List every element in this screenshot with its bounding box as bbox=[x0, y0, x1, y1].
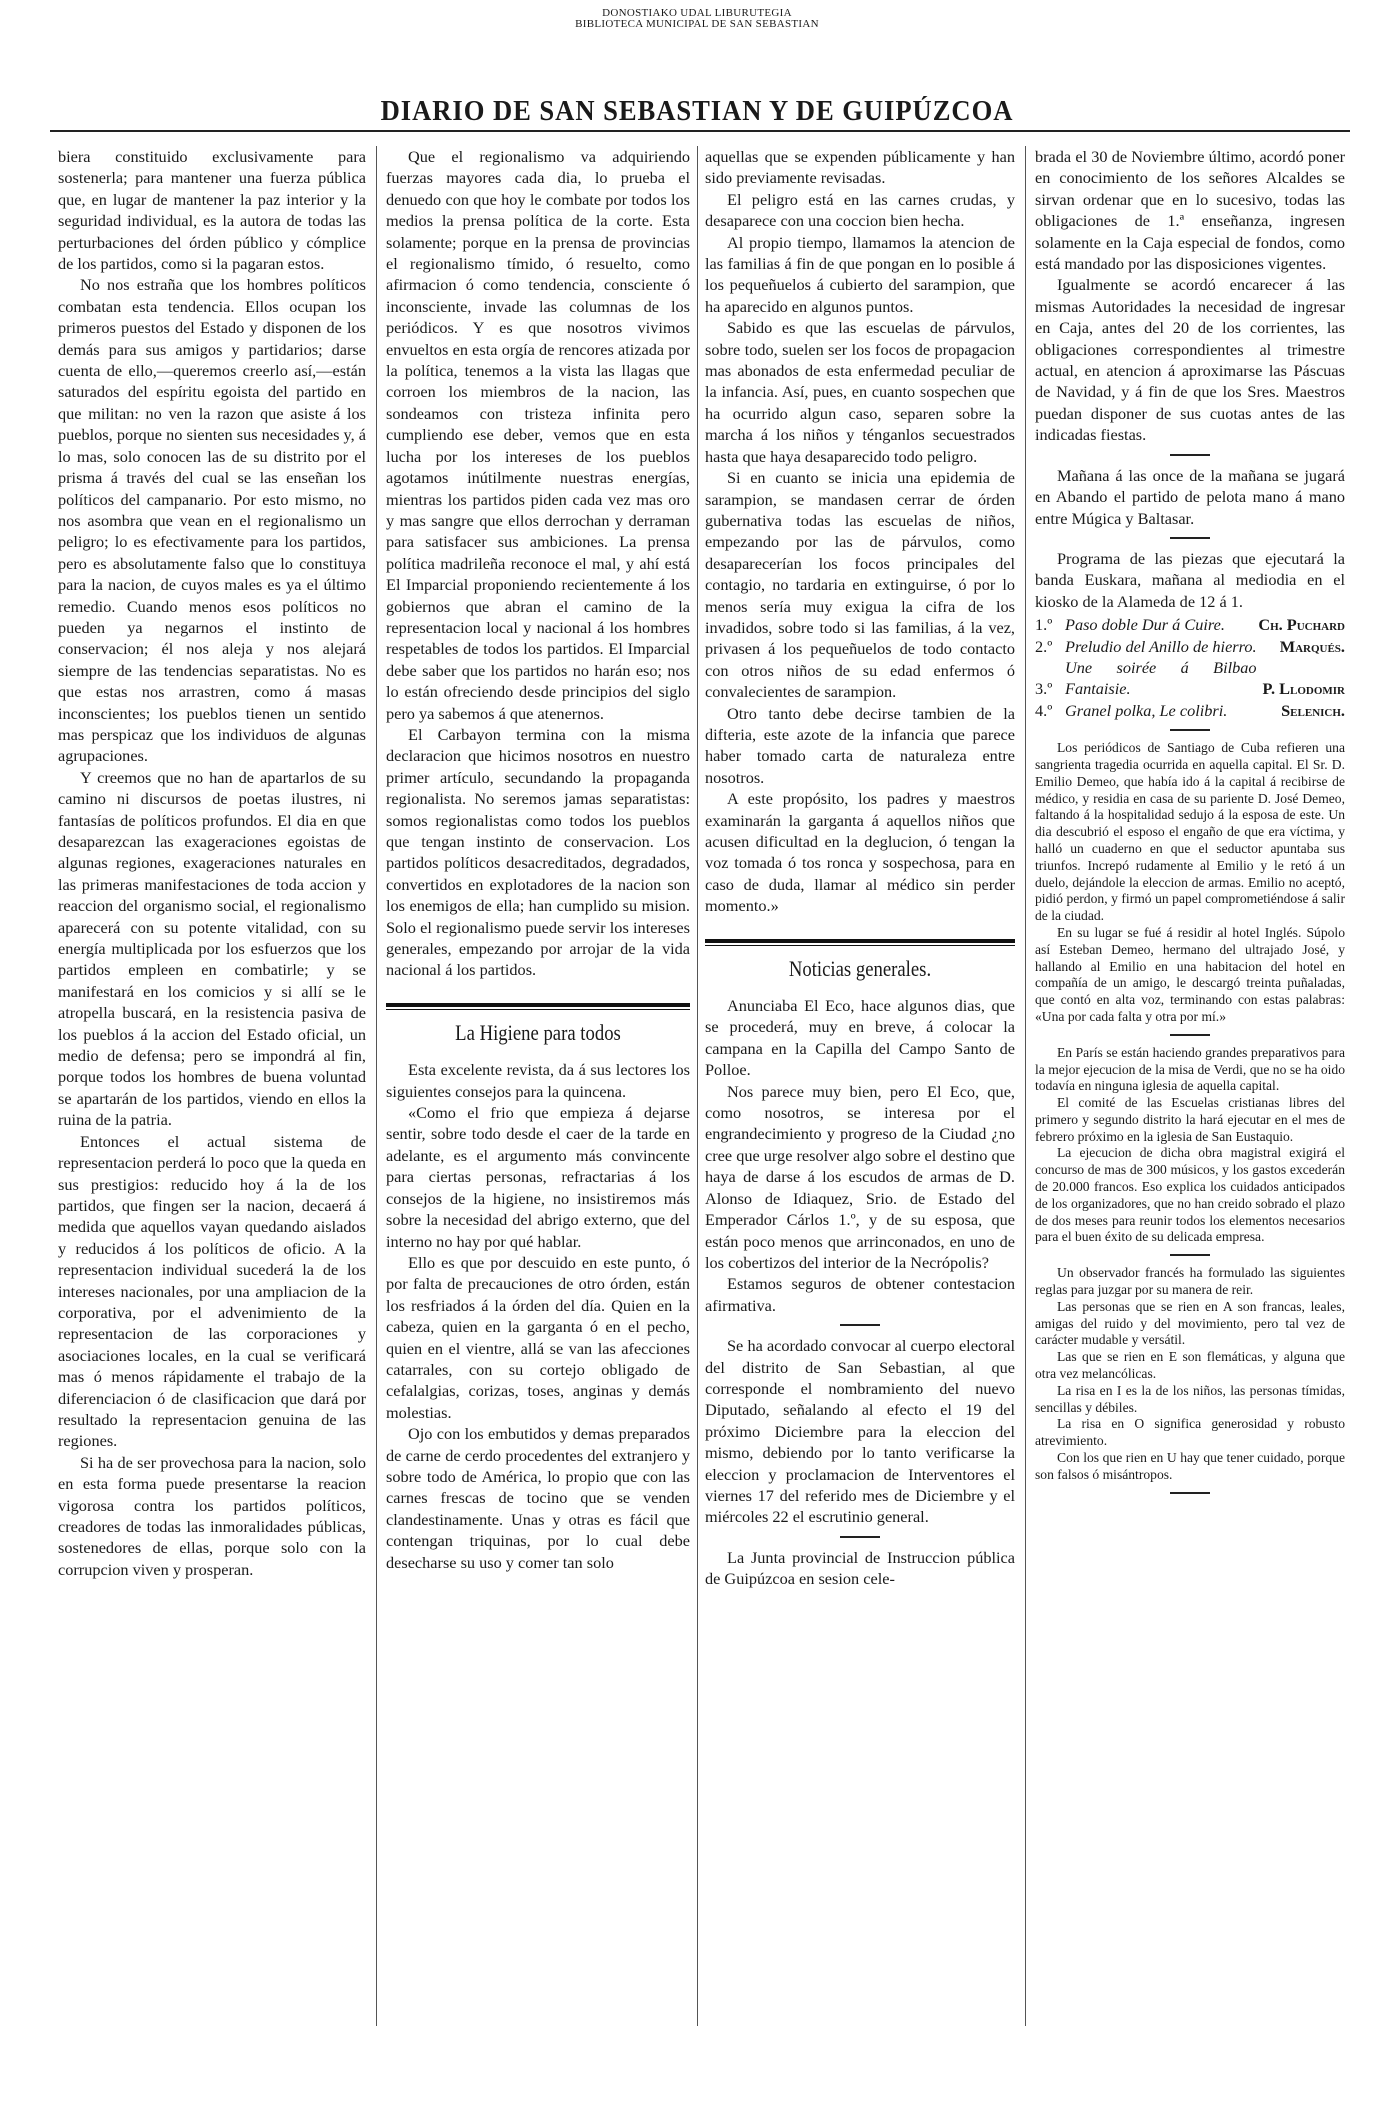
article-paragraph: Si ha de ser provechosa para la nacion, solo en esta forma puede presentarse la reacion vigorosa contra los partidos políticos, creadores de todas las inmoralidades públicas, sostenedores de ellas, porque solo con la corrupcion viven y prosperan. bbox=[58, 1452, 366, 1579]
section-heading: Noticias generales. bbox=[788, 955, 932, 981]
column-divider bbox=[697, 146, 698, 2026]
program-item-composer: Selenich. bbox=[1281, 700, 1345, 720]
article-paragraph: Se ha acordado convocar al cuerpo electoral del distrito de San Sebastian, al que corresponde el nombramiento del nuevo Diputado, señalando al efecto el 19 del próximo Diciembre para la eleccion del mismo, debiendo por lo tanto verificarse la eleccion y proclamacion de Interventores el viernes 17 del referido mes de Diciembre y el miércoles 22 el escrutinio general. bbox=[705, 1336, 1015, 1527]
program-item-title: Preludio del Anillo de hierro. bbox=[1065, 636, 1257, 656]
article-paragraph: Otro tanto debe decirse tambien de la difteria, este azote de la infancia que parece haber tomado carta de naturaleza entre nosotros. bbox=[705, 703, 1015, 787]
article-separator bbox=[840, 1324, 880, 1326]
article-paragraph: Las que se rien en E son flemáticas, y alguna que otra vez melancólicas. bbox=[1035, 1349, 1345, 1382]
article-separator bbox=[1170, 1034, 1210, 1036]
program-item bbox=[1035, 700, 1345, 721]
article-paragraph: Que el regionalismo va adquiriendo fuerzas mayores cada dia, lo prueba el denuedo con que hoy le combate por todos los medios la prensa política de la corte. Esta solamente; porque en la prensa de provincias el regionalismo tímido, ó resuelto, como afirmacion ó como tendencia, consciente ó inconsciente, invade las columnas de los periódicos. Y es que nosotros vivimos envueltos en esta orgía de rencores atizada por la política, tenemos a la vista las llagas que corroen los miembros de la nacion, las sondeamos con tristeza infinita pero cumpliendo ese deber, vemos que en esta lucha por los intereses de los pueblos agotamos inútilmente nuestras energías, mientras los partidos piden cada vez mas oro y mas sangre que ellos derrochan y derraman para satisfacer sus ambiciones. La prensa política madrileña reconoce el mal, y ahí está El Imparcial proponiendo recientemente á los gobiernos que abran el camino de la representacion local y nacional á los hombres respetables de todos los partidos. El Imparcial debe saber que los partidos no harán eso; nos lo están ofreciendo desde principios del siglo pero ya sabemos á que atenernos. bbox=[386, 147, 690, 723]
program-item bbox=[1035, 614, 1345, 635]
article-separator bbox=[840, 1536, 880, 1538]
program-item bbox=[1035, 636, 1345, 657]
library-header bbox=[0, 8, 1394, 30]
program-item bbox=[1035, 657, 1345, 700]
article-paragraph: Sabido es que las escuelas de párvulos, sobre todo, suelen ser los focos de propagacion mas abonados de esta enfermedad peculiar de la infancia. Así, pues, en cuanto sospechen que ha ocurrido algun caso, separen sobre la marcha á los niños y ténganlos secuestrados hasta que haya desaparecido todo peligro. bbox=[705, 318, 1015, 466]
article-paragraph: «Como el frio que empieza á dejarse sentir, sobre todo desde el caer de la tarde en adelante, es el argumento más convincente para ciertas personas, refractarias á los consejos de la higiene, no insistiremos más sobre la necesidad del abrigo externo, que del interno no hay por qué hablar. bbox=[386, 1103, 690, 1251]
program-item-title: Une soirée á Bilbao Fantaisie. bbox=[1065, 657, 1257, 699]
article-paragraph: El comité de las Escuelas cristianas libres del primero y segundo distrito la hará ejecutar en el mes de febrero próximo en la iglesia de San Eustaquio. bbox=[1035, 1095, 1345, 1144]
program-item-number: 1.º bbox=[1035, 615, 1053, 635]
article-separator bbox=[1170, 729, 1210, 731]
article-paragraph: Al propio tiempo, llamamos la atencion de las familias á fin de que pongan en lo posible á los pequeñuelos á cubierto del sarampion, que ha aparecido en algunos puntos. bbox=[705, 232, 1015, 316]
article-paragraph: aquellas que se expenden públicamente y han sido previamente revisadas. bbox=[705, 147, 1015, 188]
article-paragraph: Ojo con los embutidos y demas preparados de carne de cerdo procedentes del extranjero y sobre todo de América, lo propio que con las carnes frescas de tocino que se venden clandestinamente. Unas y otras es fácil que contengan triquinas, por lo cual debe desecharse su uso y comer tan solo bbox=[386, 1424, 690, 1572]
program-item-composer: Marqués. bbox=[1279, 636, 1345, 656]
column-1 bbox=[58, 146, 366, 1580]
newspaper-masthead: DIARIO DE SAN SEBASTIAN Y DE GUIPÚZCOA bbox=[380, 96, 1014, 127]
article-paragraph: No nos estraña que los hombres políticos combatan esta tendencia. Ellos ocupan los primeros puestos del Estado y disponen de los demás para sus amigos y partidarios; darse cuenta de ello,—queremos creerlo así,—están saturados del espíritu egoista del partido en que militan: no ven la razon que asiste á los pueblos, porque no sienten sus necesidades y, á lo mas, solo conocen las de su distrito por el prisma á través del cual se las enseñan los políticos del campanario. Por esto mismo, no nos asombra que vean en el regionalismo un peligro; lo es efectivamente para los partidos, pero es absolutamente falso que lo constituya para la nacion, de cuyos males es ya el último remedio. Cuando menos esos políticos no pueden ya negarnos el instinto de conservacion; él nos aleja y nos alejará siempre de las tendencias separatistas. No es que estas nos arrastren, como á masas inconscientes; los pueblos tienen un sentido mas perspicaz que los individuos de algunas agrupaciones. bbox=[58, 275, 366, 766]
masthead-rule bbox=[50, 130, 1350, 132]
article-paragraph: En su lugar se fué á residir al hotel Inglés. Súpolo así Esteban Demeo, hermano del ultrajado José, y hallando al Emilio en una habitacion del hotel en compañía de un amigo, le descargó treinta puñaladas, que contó en alta voz, terminando con estas palabras: «Una por cada falta y otra por mí.» bbox=[1035, 924, 1345, 1024]
article-paragraph: Un observador francés ha formulado las siguientes reglas para juzgar por su manera de reir. bbox=[1035, 1265, 1345, 1298]
article-paragraph: Estamos seguros de obtener contestacion afirmativa. bbox=[705, 1274, 1015, 1315]
article-paragraph: Los periódicos de Santiago de Cuba refieren una sangrienta tragedia ocurrida en aquella capital. El Sr. D. Emilio Demeo, que había ido á la capital á recibirse de médico, y residia en casa de su pariente D. José Demeo, faltando á la hospitalidad sedujo á la esposa de este. Un dia descubrió el esposo el engaño de que era víctima, y halló un cuaderno en que el seductor apuntaba sus triunfos. Increpó rudamente al Emilio y le retó á un duelo, dejándole la eleccion de armas. Emilio no aceptó, pidió perdon, y firmó un papel comprometiéndose á salir de la ciudad. bbox=[1035, 740, 1345, 924]
program-item-number: 4.º bbox=[1035, 700, 1053, 720]
article-separator bbox=[1170, 1254, 1210, 1256]
section-rule bbox=[705, 939, 1015, 946]
article-paragraph: La risa en O significa generosidad y robusto atrevimiento. bbox=[1035, 1416, 1345, 1449]
program-item-number: 3.º bbox=[1035, 679, 1053, 699]
article-separator bbox=[1170, 454, 1210, 456]
column-4 bbox=[1035, 146, 1345, 1503]
article-paragraph: El peligro está en las carnes crudas, y desaparece con una coccion bien hecha. bbox=[705, 189, 1015, 231]
article-paragraph: Ello es que por descuido en este punto, ó por falta de precauciones de otro órden, están los resfriados á la órden del día. Quien en la cabeza, quien en la garganta ó en el pecho, quien en el vientre, allá se van las afecciones catarrales, con su cortejo obligado de cefalalgias, corizas, toses, anginas y demás molestias. bbox=[386, 1252, 690, 1422]
program-item-title: Paso doble Dur á Cuire. bbox=[1065, 615, 1225, 635]
article-paragraph: A este propósito, los padres y maestros examinarán la garganta á aquellos niños que acusen dificultad en la deglucion, ó tengan la voz tomada ó tos ronca y sospechosa, para en caso de duda, llamar al médico sin perder momento.» bbox=[705, 789, 1015, 916]
article-paragraph: Mañana á las once de la mañana se jugará en Abando el partido de pelota mano á mano entre Múgica y Baltasar. bbox=[1035, 465, 1345, 528]
article-paragraph: Programa de las piezas que ejecutará la banda Euskara, mañana al mediodia en el kiosko de la Alameda de 12 á 1. bbox=[1035, 548, 1345, 611]
program-item-composer: P. Llodomir bbox=[1262, 679, 1345, 699]
article-paragraph: Nos parece muy bien, pero El Eco, que, como nosotros, se interesa por el engrandecimiento y progreso de la Ciudad ¿no cree que urge resolver algo sobre el destino que haya de darse á los escudos de armas de D. Alonso de Idiaquez, Srio. de Estado del Emperador Cárlos 1.º, y de su esposa, que están poco menos que arrinconados, en uno de los cobertizos del interior de la Necrópolis? bbox=[705, 1081, 1015, 1272]
article-paragraph: Las personas que se rien en A son francas, leales, amigas del ruido y del movimiento, pero tal vez de carácter mudable y versátil. bbox=[1035, 1298, 1345, 1348]
program-item-title: Granel polka, Le colibri. bbox=[1065, 700, 1228, 720]
article-paragraph: La risa en I es la de los niños, las personas tímidas, sencillas y débiles. bbox=[1035, 1382, 1345, 1415]
article-paragraph: Si en cuanto se inicia una epidemia de sarampion, se mandasen cerrar de órden gubernativa todas las escuelas de niños, empezando por las de párvulos, como desaparecerían los focos principales del contagio, no tardaria en extinguirse, ó por lo menos sería muy exigua la cifra de los invadidos, sobre todo si las familias, á la vez, privasen á los pequeñuelos de todo contacto con otros niños de su edad enfermos ó convalecientes de sarampion. bbox=[705, 468, 1015, 702]
article-separator bbox=[1170, 537, 1210, 539]
article-paragraph: La Junta provincial de Instruccion pública de Guipúzcoa en sesion cele- bbox=[705, 1547, 1015, 1589]
concert-program bbox=[1035, 614, 1345, 721]
library-header-line: DONOSTIAKO UDAL LIBURUTEGIA bbox=[602, 7, 792, 19]
section-heading: La Higiene para todos bbox=[455, 1019, 621, 1045]
article-paragraph: Igualmente se acordó encarecer á las mismas Autoridades la necesidad de ingresar en Caja, antes del 20 de los corrientes, las obligaciones correspondientes al trimestre actual, en atencion á aproximarse las Páscuas de Navidad, y á fin de que los Sres. Maestros puedan disponer de sus cuotas antes de las indicadas fiestas. bbox=[1035, 275, 1345, 445]
article-paragraph: Y creemos que no han de apartarlos de su camino ni discursos de poetas ilustres, ni fantasías de políticos profundos. El dia en que desaparezcan las exageraciones egoistas de algunas regiones, exageraciones naturales en las primeras manifestaciones de toda accion y reaccion del organismo social, el regionalismo aparecerá con su potente vitalidad, con su energía multiplicada por los esfuerzos que los partidos empleen en combatirle; y se manifestará en los comicios y si allí se le atropella buscará, en la resistencia pasiva de los pueblos á la accion del Estado oficial, un medio de defensa; pero se impondrá al fin, porque todos los hombres de buena voluntad se apartarán de los partidos, viendo en ellos la ruina de la patria. bbox=[58, 767, 366, 1130]
program-item-composer: Ch. Puchard bbox=[1258, 615, 1345, 635]
article-paragraph: brada el 30 de Noviembre último, acordó poner en conocimiento de los señores Alcaldes se sirvan ordenar que en lo sucesivo, todas las obligaciones de 1.ª enseñanza, ingresen solamente en la Caja especial de fondos, como está mandado por las disposiciones vigentes. bbox=[1035, 147, 1345, 274]
library-header-line: BIBLIOTECA MUNICIPAL DE SAN SEBASTIAN bbox=[575, 18, 819, 30]
article-paragraph: La ejecucion de dicha obra magistral exigirá el concurso de mas de 300 músicos, y los gastos excederán de 20.000 francos. Eso explica los cuidados anticipados de los organizadores, que no han creido sobrado el plazo de dos meses para reunir todos los elementos necesarios para el buen éxito de su delicada empresa. bbox=[1035, 1145, 1345, 1245]
article-paragraph: El Carbayon termina con la misma declaracion que hicimos nosotros en nuestro primer artículo, secundando la propaganda regionalista. No seremos jamas separatistas: somos regionalistas como todos los pueblos que tengan instinto de conservacion. Los partidos políticos desacreditados, degradados, convertidos en explotadores de la nacion son los enemigos de ella; han cumplido su mision. Solo el regionalismo puede servir los intereses generales, empezando por arrojar de la vida nacional á los partidos. bbox=[386, 724, 690, 980]
column-divider bbox=[376, 146, 377, 2026]
article-separator bbox=[1170, 1492, 1210, 1494]
column-2 bbox=[386, 146, 690, 1573]
article-paragraph: Esta excelente revista, da á sus lectores los siguientes consejos para la quincena. bbox=[386, 1060, 690, 1101]
article-paragraph: En París se están haciendo grandes preparativos para la mejor ejecucion de la misa de Verdi, que no se ha oido todavía en ninguna iglesia de aquella capital. bbox=[1035, 1044, 1345, 1094]
section-rule bbox=[386, 1003, 690, 1010]
article-paragraph: biera constituido exclusivamente para sostenerla; para mantener una fuerza pública que, en lugar de mantener la paz interior y la seguridad individual, es la autora de todas las perturbaciones del órden público y cómplice de los partidos, como si la pagaran estos. bbox=[58, 147, 366, 274]
program-item-number: 2.º bbox=[1035, 636, 1053, 656]
article-paragraph: Con los que rien en U hay que tener cuidado, porque son falsos ó misántropos. bbox=[1035, 1450, 1345, 1482]
article-paragraph: Entonces el actual sistema de representacion perderá lo poco que la queda en sus prestigios: reducido hoy á la de los partidos, que fingen ser la nacion, decaerá á medida que aquellos vayan quedando aislados y reducidos á los políticos de oficio. A la representacion individual sucederá la de los intereses nacionales, por una ampliacion de la corporativa, por el advenimiento de la representacion de las corporaciones y asociaciones locales, en la cual se verificará mas ó menos rápidamente el trabajo de la diferenciacion ó de clasificacion que dará por resultado la representacion genuina de las regiones. bbox=[58, 1131, 366, 1451]
column-divider bbox=[1025, 146, 1026, 2026]
column-3 bbox=[705, 146, 1015, 1590]
article-paragraph: Anunciaba El Eco, hace algunos dias, que se procederá, muy en breve, á colocar la campana en la Capilla del Campo Santo de Polloe. bbox=[705, 996, 1015, 1080]
